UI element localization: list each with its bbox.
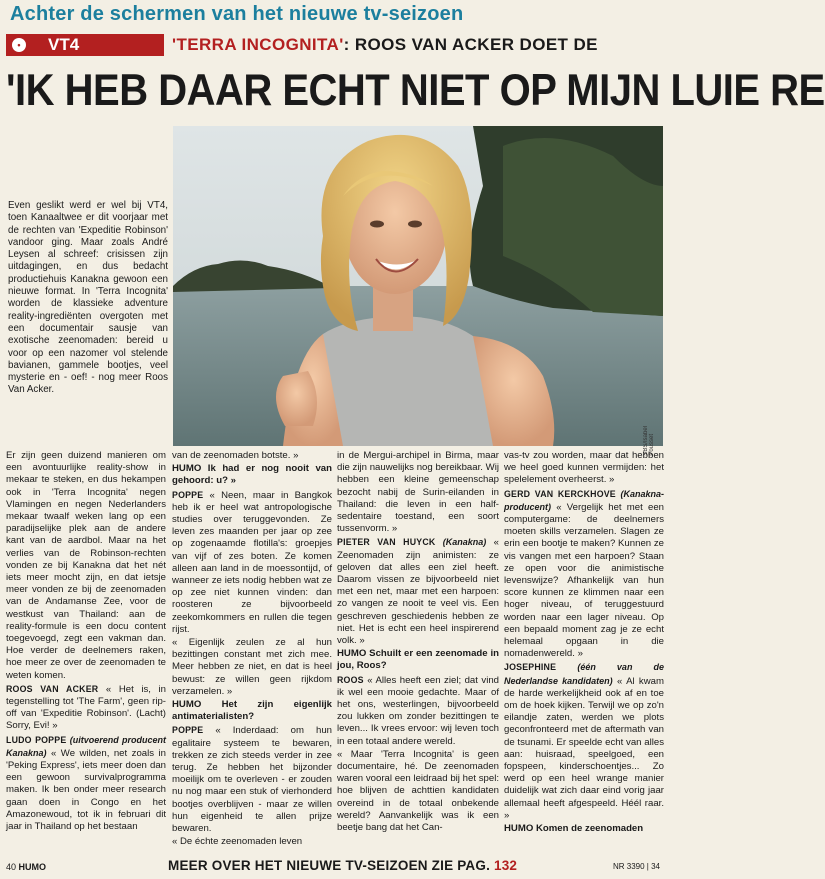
page-number-value: 40 <box>6 862 17 872</box>
quote-text: « Eigenlijk zeulen ze al hun bezittingen constant met zich mee. Meer hebben ze niet, en dat is heel bewust: ze willen geen rijkdom verzamelen. » <box>172 637 332 697</box>
quote-text: « Vergelijk het met een computergame: de deelnemers moeten skills verzamelen. Slagen ze erin een bootje te maken? Kunnen ze vis vangen met een harpoen? Staan ze open voor die animistische levenswijze? Afhankelijk van hun score kunnen ze klimmen naar een hoger niveau, of teruggestuurd worden naar een lager niveau. Op een bepaald moment zag je ze echt helemaal opgaan in die nomadenwereld. » <box>504 501 664 660</box>
interview-question: HUMO Schuilt er een zeenomade in jou, Roos? <box>337 648 499 672</box>
channel-label: VT4 <box>48 35 80 54</box>
speaker-role: (één van de Nederlandse kandidaten) <box>504 662 664 686</box>
body-paragraph: in de Mergui-archipel in Birma, maar die zijn nauwelijks nog bereikbaar. Wij hebben een kleine gemeenschap bezocht nabij de Surin-eilanden in Thailand: die leven in een half-sedentaire toestand, een soort tussenvorm. » <box>337 450 499 535</box>
magazine-brand: HUMO <box>18 862 47 872</box>
more-text: MEER OVER HET NIEUWE TV-SEIZOEN ZIE PAG. <box>168 858 491 873</box>
text-column-1 <box>6 450 166 855</box>
tagline-highlight: 'TERRA INCOGNITA' <box>172 35 344 54</box>
quote-text: « Neen, maar in Bangkok heb ik er heel wat antropologische studies over teruggevonden. Ze leven zes maanden per jaar op zee op zogenaamde flotilla's: groepjes van vijf of zes boten. Ze komen alleen aan land in de moessontijd, of wanneer ze iets nodig hebben wat ze op zee niet kunnen vinden: dan roosteren ze bijvoorbeeld zeekomkommers en rullen die tegen rijst. <box>172 489 332 635</box>
page-footer <box>0 856 668 879</box>
article-tagbar <box>0 33 668 57</box>
headline: 'IK HEB DAAR ECHT NIET OP MIJN LUIE RE <box>6 66 825 116</box>
speaker-name: PIETER VAN HUYCK <box>337 537 436 548</box>
more-link <box>168 858 517 873</box>
speaker-name: LUDO POPPE <box>6 734 67 745</box>
text-column-2 <box>172 450 332 855</box>
body-paragraph: van de zeenomaden botste. » <box>172 450 299 461</box>
speaker-role: (uitvoerend producent Kanakna) <box>6 734 166 758</box>
quote-text: « Het is, in tegenstelling tot 'The Farm', geen rip-off van 'Expeditie Robinson'. (Lacht) Sorry, Evi! » <box>6 683 166 732</box>
text-column-3 <box>337 450 499 855</box>
speaker-name: ROOS <box>337 674 364 685</box>
issue-number: NR 3390 | 34 <box>613 862 660 871</box>
speaker-role: (Kanakna) <box>442 537 487 548</box>
photo-credit: SBS/Isabel Pousset <box>643 426 655 456</box>
quote-text: « Inderdaad: om hun egalitaire systeem te bewaren, trekken ze zich steeds verder in zee terug. Ze hebben het bijzonder moeilijk om te overleven - er zouden nu nog maar een stuk of vierhonderd bootjes overblijven - maar ze willen hun eigenheid te allen prijze bewaren. <box>172 725 333 835</box>
intro-paragraph: Even geslikt werd er wel bij VT4, toen Kanaaltwee er dit voorjaar met de rechten van 'Expeditie Robinson' vandoor ging. Maar zoals André Leysen al schreef: crisissen zijn uitdagingen, en dus bedacht productiehuis Kanakna gewoon een nieuwe format. In 'Terra Incognita' worden de klassieke adventure reality-ingrediënten overgoten met een documentair sausje van exotische zeenomaden: bereid u voor op een nazomer vol stelende bavianen, gammele bootjes, veel mysterie en - oef! - nog meer Roos Van Acker. <box>8 200 168 396</box>
quote-text: « We wilden, net zoals in 'Peking Express', iets meer doen dan een gewoon survivalprogramma maken. Ik ben onder meer research gaan doen in Congo en het Amazonewoud, tot ik in februari dit jaar in Thailand op het bestaan <box>6 747 166 833</box>
interview-question: HUMO Komen de zeenomaden <box>504 823 644 835</box>
page-number <box>6 862 46 872</box>
speaker-name: POPPE <box>172 489 204 500</box>
quote-text: « De échte zeenomaden leven <box>172 836 303 848</box>
section-kicker: Achter de schermen van het nieuwe tv-seizoen <box>10 3 464 25</box>
speaker-name: JOSEPHINE <box>504 662 557 673</box>
speaker-name: GERD VAN KERCKHOVE <box>504 488 616 499</box>
interview-question: HUMO Ik had er nog nooit van gehoord: u? » <box>172 463 332 487</box>
quote-text: « Al kwam de harde werkelijkheid ook af en toe om de hoek kijken. Terwijl we op zo'n eilandje zaten, werden we plots geconfronteerd met de aftermath van de tsunami. Er speelde echt van alles aan: huisraad, speelgoed, een fopspeen, kinderschoentjes... Zo werd op een heel wrange manier duidelijk wat zich daar eind vorig jaar allemaal heeft afgespeeld. Héél raar. » <box>504 675 664 821</box>
body-paragraph: vas-tv zou worden, maar dat hebben we heel goed kunnen vermijden: het spelelement overheerst. » <box>504 450 664 486</box>
tagline-rest: : ROOS VAN ACKER DOET DE <box>343 35 598 54</box>
portrait-illustration <box>173 126 663 446</box>
article-tagline <box>172 35 598 55</box>
interview-question: HUMO Het zijn eigenlijk antimaterialisten? <box>172 699 332 723</box>
quote-text: « Maar 'Terra Incognita' is geen documentaire, hé. De zeenomaden waren vooral een leidraad bij het spel: hoe blijven de achttien kandidaten overeind in de totaal onbekende wereld? Aanvankelijk was ik een beetje bang dat het Can- <box>337 748 499 834</box>
quote-text: « Alles heeft een ziel; dat vind ik wel een mooie gedachte. Maar of het ons, westerlingen, bijvoorbeeld zou lukken om zonder bezittingen te leven... Ik vrees ervoor: wij leven toch in een totaal andere wereld. <box>337 674 499 747</box>
body-paragraph: Er zijn geen duizend manieren om een avontuurlijke reality-show in mekaar te steken, en dus hekampen ook in 'Terra Incognita' negen Vlamingen en negen Nederlanders mekaar twaalf weken lang op een paradijselijke plek aan de andere kant van de aardbol. Maar na het verlies van de Robinson-rechten vonden ze bij Kanakna dat het nét iets meer mocht zijn, en dat ietsje meer vonden ze bij de zeenomaden van de Andamanse Zee, voor de westkust van Thailand: aan de reality-formule is een docu content toegevoegd, zegt een vakman dan. Hoe verder de deelnemers raken, hoe meer ze over de zeenomaden te weten komen. <box>6 450 166 681</box>
speaker-name: ROOS VAN ACKER <box>6 683 99 694</box>
speaker-name: POPPE <box>172 725 204 736</box>
quote-text: « Zeenomaden zijn animisten: ze geloven dat alles een ziel heeft. Daarom vissen ze bijvoorbeeld niet met een net, maar met een harpoen: zo vangen ze nooit te veel vis. Een geschreven geschiedenis hebben ze niet. Het is echt een heel inspirerend volk. » <box>337 537 500 647</box>
speaker-role: (Kanakna-producent) <box>504 488 664 512</box>
text-column-4 <box>504 450 664 855</box>
channel-tag <box>6 34 164 56</box>
bullet-icon: • <box>12 38 26 52</box>
more-page-number: 132 <box>494 858 518 873</box>
